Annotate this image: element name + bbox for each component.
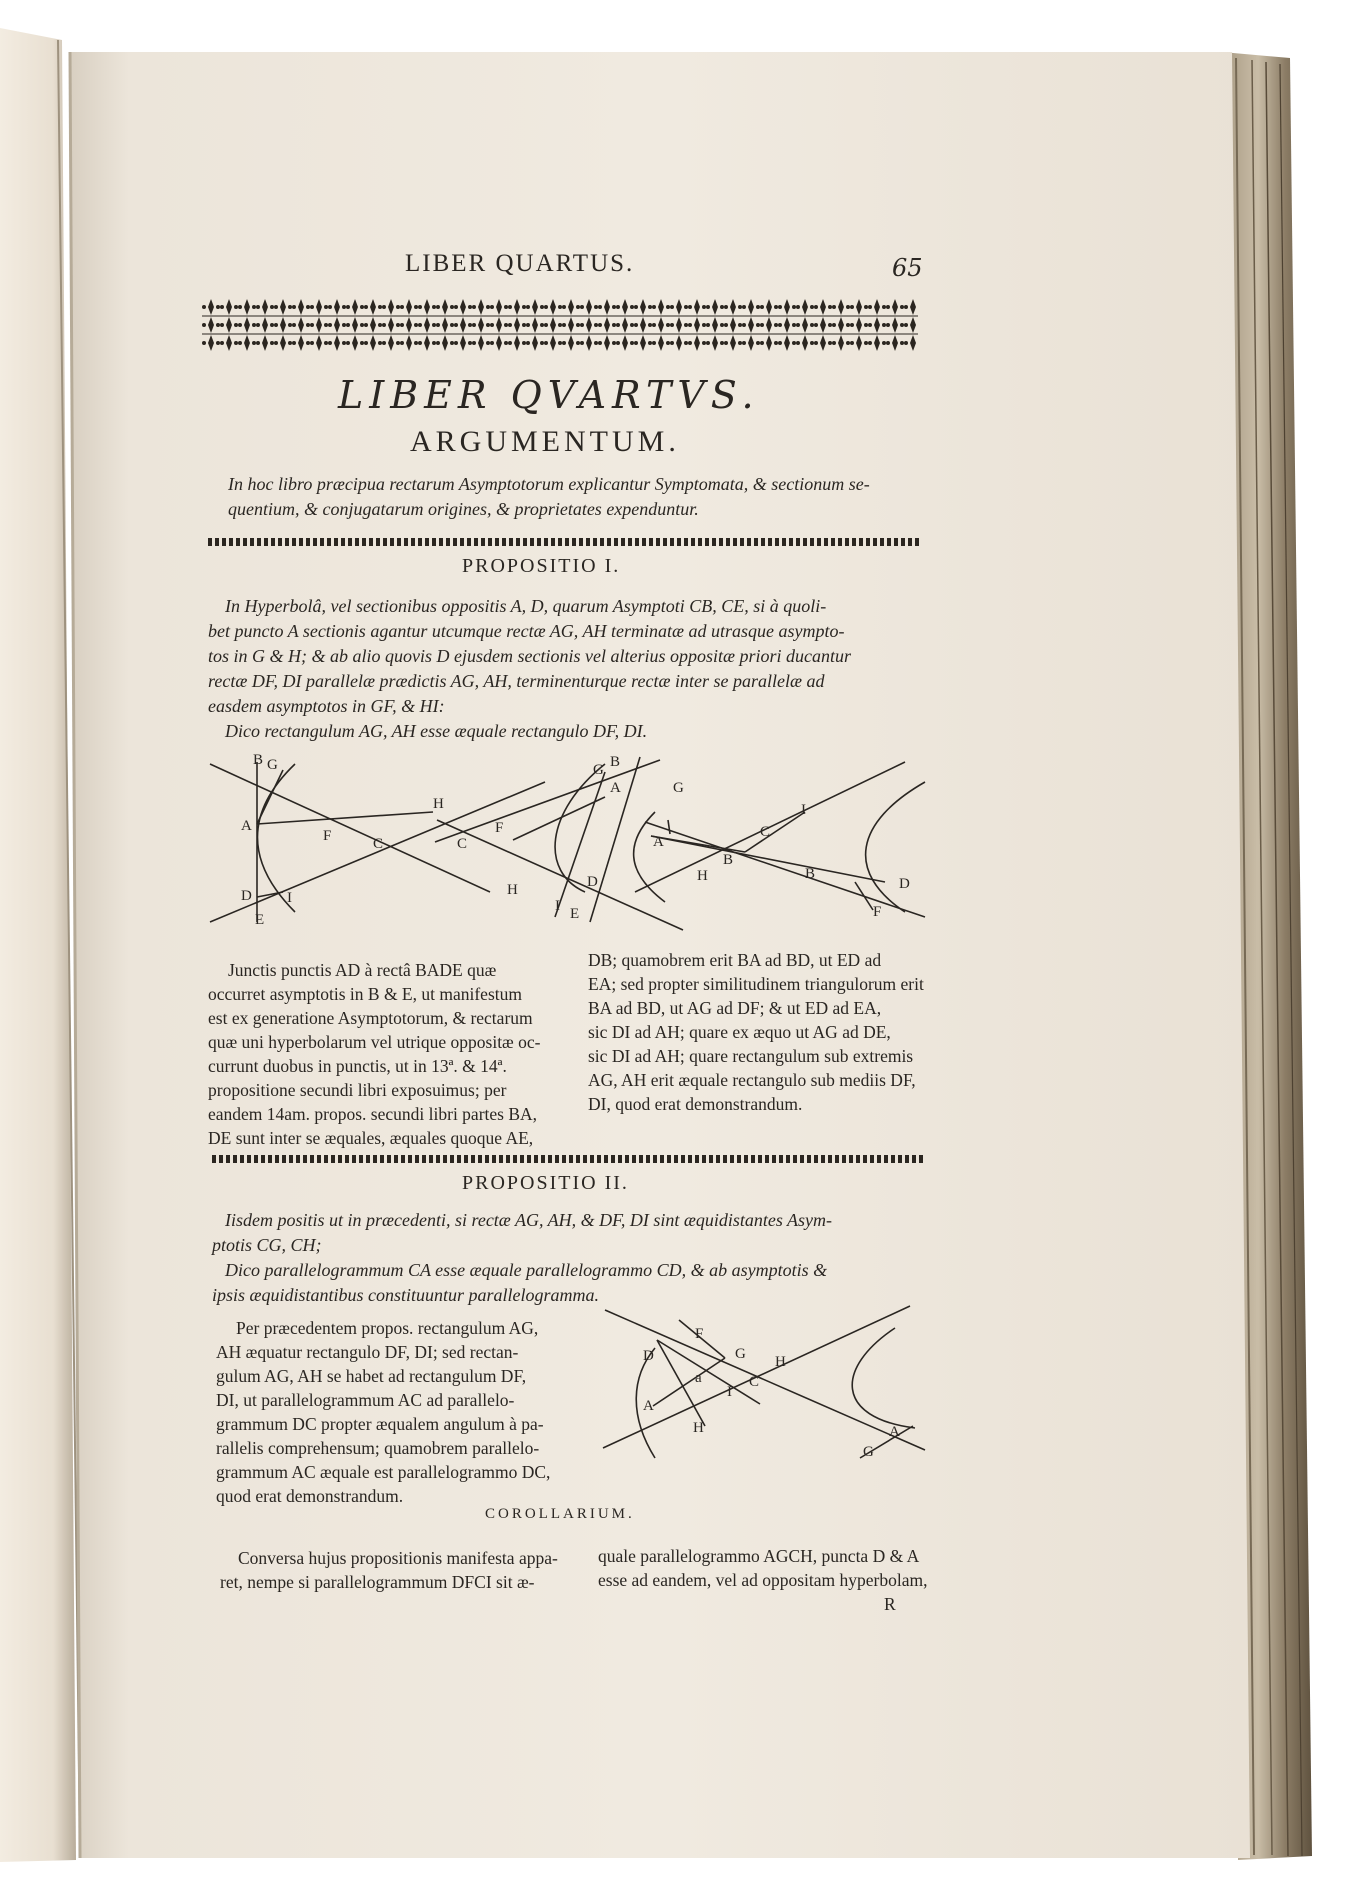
- fig1-label: C: [760, 824, 771, 840]
- fig2-label: F: [695, 1326, 704, 1342]
- fig1-label: C: [373, 836, 384, 852]
- fig1-label: D: [241, 888, 252, 904]
- fig1-label: G: [267, 757, 278, 773]
- prop2-figure: [595, 1298, 935, 1478]
- fig1-label: D: [899, 876, 910, 892]
- prop1-heading: PROPOSITIO I.: [462, 555, 621, 577]
- fig1-label: G: [593, 762, 604, 778]
- fig2-label: A: [643, 1398, 654, 1414]
- fig1-label: B: [610, 754, 621, 770]
- prop1-figure: [205, 752, 945, 952]
- fig1-label: C: [457, 836, 468, 852]
- page-number: 65: [892, 254, 923, 282]
- fig2-label: H: [775, 1354, 786, 1370]
- section-rule: [208, 538, 920, 546]
- fig1-label: A: [241, 818, 252, 834]
- corollary-heading: COROLLARIUM.: [485, 1506, 635, 1522]
- fig1-label: I: [555, 898, 560, 914]
- fig1-label: B: [723, 852, 734, 868]
- fig2-label: H: [693, 1420, 704, 1436]
- fig1-label: F: [495, 820, 504, 836]
- fig1-label: A: [653, 834, 664, 850]
- running-head: LIBER QUARTUS.: [405, 250, 635, 277]
- fig1-label: G: [673, 780, 684, 796]
- fig1-label: H: [697, 868, 708, 884]
- catchword: R: [884, 1594, 896, 1614]
- fig1-label: F: [323, 828, 332, 844]
- fig2-label: D: [643, 1348, 654, 1364]
- fig1-label: F: [873, 904, 882, 920]
- book-title: LIBER QVARTVS.: [338, 373, 760, 417]
- fig2-label: A: [889, 1424, 900, 1440]
- fig1-label: I: [801, 802, 806, 818]
- headpiece-ornament: [202, 298, 918, 352]
- fig2-label: G: [735, 1346, 746, 1362]
- fig2-label: a: [695, 1370, 702, 1386]
- fig1-label: B: [253, 752, 264, 768]
- fig1-label: H: [433, 796, 444, 812]
- printed-page: LIBER QUARTUS. 65 LIBER QVARTVS. ARGUMENTUM. In hoc libro præcipua rectarum Asymptotorum explicantur Symptomata, & sectionum se- quentium, & conjugatarum origines, & proprietates expenduntur. PROPOSITIO I. In Hyperbolâ, vel sectionibus oppositis A, D, quarum Asymptoti CB, CE, si à quoli- bet puncto A sectionis agantur utcumque rectæ AG, AH terminatæ ad utrasque asympto- tos in G & H; & ab alio quovis D ejusdem sectionis vel alterius oppositæ priori ducantur rectæ DF, DI parallelæ prædictis AG, AH, terminenturque rectæ inter se parallelæ ad easdem asymptotos in GF, & HI: Dico rectangulum AG, AH esse æquale rectangulo DF, DI. B G A H F C D I E G B A C F H D I E G A C I B H B D F Junctis punctis AD à rectâ BADE quæ occurret asymptotis in B & E, ut manifestum est ex generatione Asymptotorum, & rectarum quæ uni hyperbolarum vel utrique oppositæ oc- currunt duobus in punctis, ut in 13ª. & 14ª. propositione secundi libri exposuimus; per eandem 14am. propos. secundi libri partes BA, DE sunt inter se æquales, æquales quoque AE, DB; quamobrem erit BA ad BD, ut ED ad EA; sed propter similitudinem triangulorum erit BA ad BD, ut AG ad DF; & ut ED ad EA, sic DI ad AH; quare ex æquo ut AG ad DE, sic DI ad AH; quare rectangulum sub extremis AG, AH erit æquale rectangulo sub mediis DF, DI, quod erat demonstrandum. PROPOSITIO II. Iisdem positis ut in præcedenti, si rectæ AG, AH, & DF, DI sint æquidistantes Asym- ptotis CG, CH; Dico parallelogrammum CA esse æquale parallelogrammo CD, & ab asymptotis & ipsis æquidistantibus constituuntur parallelogramma. Per præcedentem propos. rectangulum AG, AH æquatur rectangulo DF, DI; sed rectan- gulum AG, AH se habet ad rectangulum DF, DI, ut parallelogrammum AC ad parallelo- grammum DC propter æqualem angulum à pa- rallelis comprehensum; quamobrem parallelo- grammum AC æquale est parallelogrammo DC, quod erat demonstrandum. F G H D a C I A H A G COROLLARIUM. Conversa hujus propositionis manifesta appa- ret, nempe si parallelogrammum DFCI sit æ- quale parallelogrammo AGCH, puncta D & A esse ad eandem, vel ad oppositam hyperbolam, R: [0, 0, 1352, 1890]
- argumentum-heading: ARGUMENTUM.: [410, 425, 680, 458]
- fig2-label: I: [727, 1384, 732, 1400]
- fig1-label: B: [805, 866, 816, 882]
- fig1-label: D: [587, 874, 598, 890]
- fig1-label: A: [610, 780, 621, 796]
- fig1-label: E: [255, 912, 265, 928]
- fig1-label: H: [507, 882, 518, 898]
- fig2-label: C: [749, 1374, 760, 1390]
- fig1-label: I: [287, 890, 292, 906]
- prop2-heading: PROPOSITIO II.: [462, 1172, 629, 1194]
- fig1-label: E: [570, 906, 580, 922]
- section-rule: [212, 1155, 924, 1163]
- fig2-label: G: [863, 1444, 874, 1460]
